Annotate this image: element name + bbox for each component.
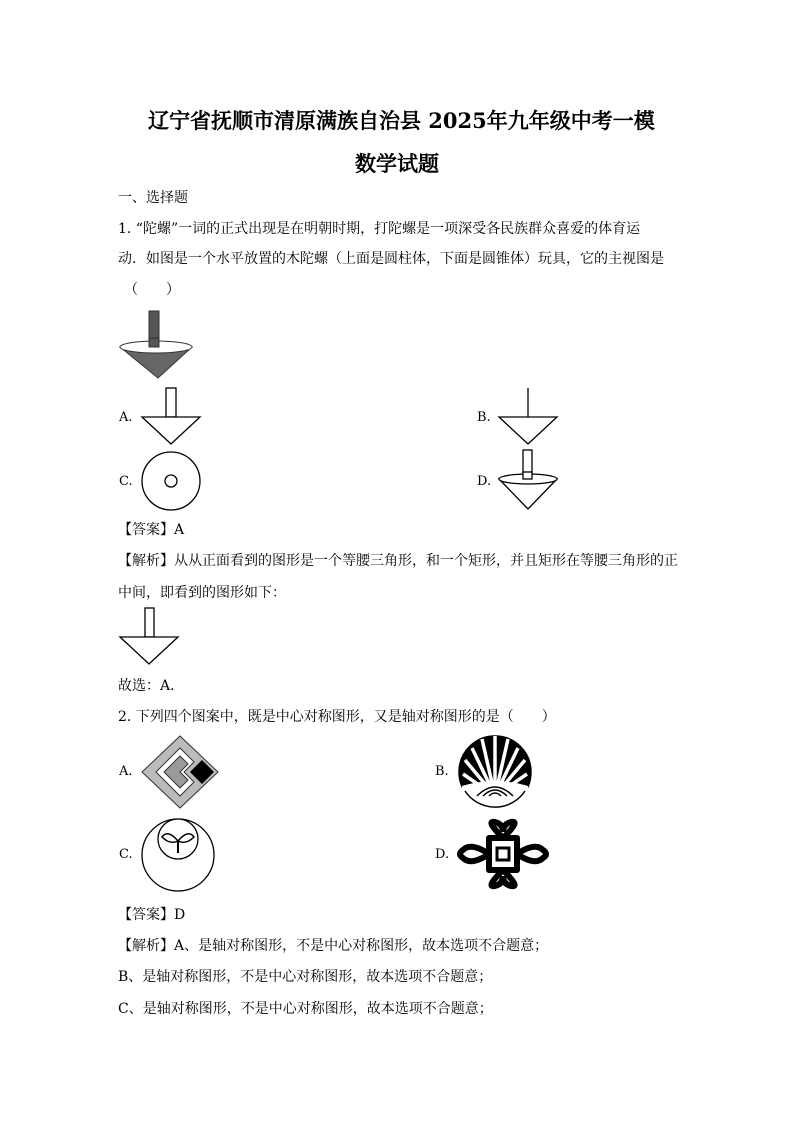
q2-option-d-figure [455,818,551,890]
q1-option-a-label: A. [119,410,133,425]
page-title-line1: 辽宁省抚顺市清原满族自治县 2025年九年级中考一模 [148,108,655,133]
q1-analysis-line2: 中间，即看到的图形如下： [118,585,286,601]
q1-stem-line1: 1. “陀螺”一词的正式出现是在明朝时期，打陀螺是一项深受各民族群众喜爱的体育运 [118,221,641,237]
q1-stem-line2: 动．如图是一个水平放置的木陀螺（上面是圆柱体，下面是圆锥体）玩具，它的主视图是 [118,251,664,267]
q1-stem-line3: （ ） [124,282,180,298]
q2-analysis-line3: C、是轴对称图形，不是中心对称图形，故本选项不合题意； [118,1001,493,1017]
q1-option-c-figure [140,450,204,512]
q2-option-b-label: B. [435,764,449,779]
q1-option-a-figure [140,386,204,448]
q2-answer: 【答案】D [118,907,186,923]
q2-stem: 2. 下列四个图案中，既是中心对称图形，又是轴对称图形的是（ ） [118,709,556,725]
spinning-top-figure [118,308,198,383]
q1-option-b-figure [497,386,561,448]
q2-option-a-figure [140,734,220,810]
q2-option-c-label: C. [119,847,133,862]
q2-analysis-line1: 【解析】A、是轴对称图形，不是中心对称图形，故本选项不合题意； [118,938,549,954]
q1-conclusion: 故选：A． [118,678,185,694]
section-heading: 一、选择题 [118,190,188,206]
q1-option-d-label: D. [477,474,492,489]
q1-analysis-line1: 【解析】从从正面看到的图形是一个等腰三角形，和一个矩形，并且矩形在等腰三角形的正 [118,553,678,569]
page-title-line2: 数学试题 [355,151,439,176]
q1-answer: 【答案】A [118,522,185,538]
q2-option-a-label: A. [119,764,133,779]
q2-option-d-label: D. [435,847,450,862]
q1-option-c-label: C. [119,474,133,489]
q2-option-c-figure [140,815,220,893]
q1-option-d-figure [497,448,561,512]
q1-analysis-figure [118,606,182,668]
q1-option-b-label: B. [477,410,491,425]
q2-option-b-figure [455,734,535,810]
q2-analysis-line2: B、是轴对称图形，不是中心对称图形，故本选项不合题意； [118,969,493,985]
